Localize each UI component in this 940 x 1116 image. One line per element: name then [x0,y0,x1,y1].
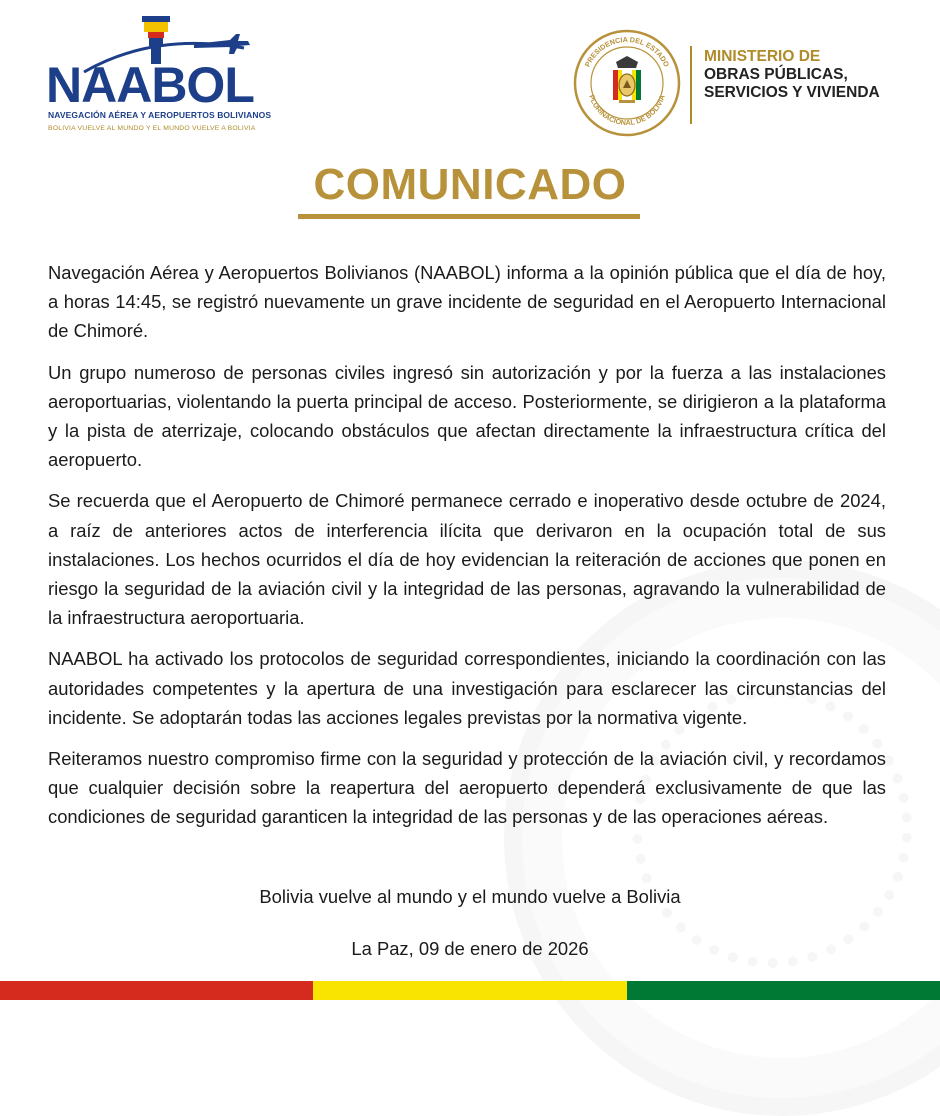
paragraph: Se recuerda que el Aeropuerto de Chimoré permanece cerrado e inoperativo desde octubre de 2024, a raíz de anteriores actos de interferencia ilícita que derivaron en la ocupación total de sus instalaciones. Los hechos ocurridos el día de hoy evidencian la reiteración de acciones que ponen en riesgo la seguridad de la aviación civil y la integridad de las personas, agravando la vulnerabilidad de la infraestructura aeroportuaria. [48,490,886,629]
title-underline [298,214,640,219]
naabol-logo [44,14,294,132]
paragraph: Reiteramos nuestro compromiso firme con la seguridad y protección de la aviación civil, y recordamos que cualquier decisión sobre la reapertura del aeropuerto dependerá exclusivamente de que las condiciones de seguridad garanticen la integridad de las personas y de las operaciones aéreas. [48,748,886,828]
paragraph: Un grupo numeroso de personas civiles ingresó sin autorización y por la fuerza a las instalaciones aeroportuarias, violentando la puerta principal de acceso. Posteriormente, se dirigieron a la plataforma y la pista de aterrizaje, colocando obstáculos que afectan directamente la infraestructura crítica del aeropuerto. [48,361,886,471]
ministry-line-1: MINISTERIO DE [704,48,821,65]
communique-body [48,258,886,844]
naabol-wordmark: NAABOL [46,57,254,113]
ministry-name [704,48,934,102]
header [0,0,940,160]
flag-yellow-band [313,981,626,1000]
page-title: COMUNICADO [313,160,627,209]
seal-text-top: PRESIDENCIA DEL ESTADO [582,34,672,69]
naabol-tagline: BOLIVIA VUELVE AL MUNDO Y EL MUNDO VUELVE A BOLIVIA [48,125,256,132]
flag-green-band [627,981,940,1000]
seal-text-bottom: PLURINACIONAL DE BOLIVIA [587,93,667,128]
naabol-full-name: NAVEGACIÓN AÉREA Y AEROPUERTOS BOLIVIANOS [48,110,272,120]
flag-red-band [0,981,313,1000]
paragraph: Navegación Aérea y Aeropuertos Bolivianos (NAABOL) informa a la opinión pública que el día de hoy, a horas 14:45, se registró nuevamente un grave incidente de seguridad en el Aeropuerto Internacional de Chimoré. [48,262,886,342]
bolivia-flag-stripe [0,981,940,1000]
header-divider [690,46,692,124]
bolivia-coat-of-arms-icon [572,28,682,138]
paragraph: NAABOL ha activado los protocolos de seguridad correspondientes, iniciando la coordinación con las autoridades competentes y la apertura de una investigación para esclarecer las circunstancias del incidente. Se adoptarán todas las acciones legales previstas por la normativa vigente. [48,648,886,728]
ministry-line-3: SERVICIOS Y VIVIENDA [704,84,880,101]
ministry-line-2: OBRAS PÚBLICAS, [704,66,848,83]
dateline: La Paz, 09 de enero de 2026 [351,938,589,959]
slogan: Bolivia vuelve al mundo y el mundo vuelve a Bolivia [259,886,681,907]
